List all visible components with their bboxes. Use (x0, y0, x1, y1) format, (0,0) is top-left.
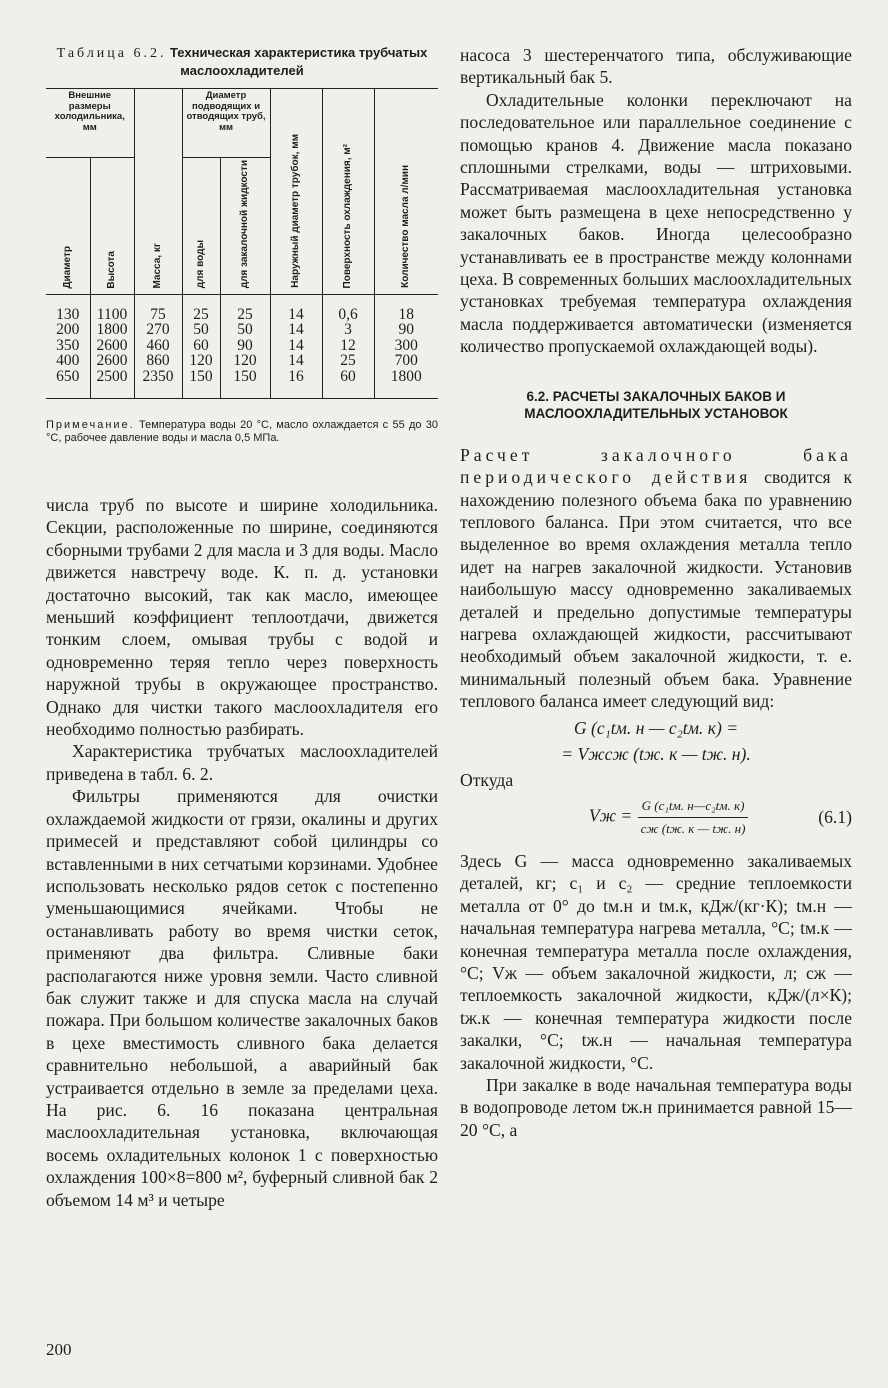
table-cell: 75 (150, 305, 166, 323)
left-paragraph-1: числа труб по высоте и ширине холодильника. Секции, расположенные по ширине, соединяются сборными трубами 2 для масла и 3 для воды. Масло движется навстречу воде. К. п. д. установки достаточно высокий, так как масло, имеющее меньший коэффициент теплоотдачи, движется тонким слоем, омывая трубы с водой и одновременно теряя тепло через поверхность наружной трубы в окружающее пространство. Однако для чистки такого маслоохладителя его необходимо полностью разбирать. (46, 495, 438, 740)
table-cell: 650 (56, 367, 80, 385)
equation-number: (6.1) (818, 807, 852, 828)
table-cell: 120 (189, 352, 213, 370)
table-cell: 270 (146, 321, 170, 339)
header-water: для воды (194, 240, 206, 289)
table-cell: 2350 (142, 367, 174, 385)
right-paragraph-3 (460, 444, 852, 713)
table-cell: 2600 (96, 336, 128, 354)
right-paragraph-1: насоса 3 шестеренчатого типа, обслуживающие вертикальный бак 5. (460, 45, 852, 88)
table-cell: 150 (233, 367, 257, 385)
table-cell: 18 (398, 305, 415, 323)
header-surface: Поверхность охлаждения, м² (341, 143, 353, 289)
note-text: Температура воды 20 °С, масло охлаждается с 55 до 30 °С, рабочее давление воды и масла 0,5 МПа. (46, 419, 438, 444)
table-body (46, 294, 438, 399)
table-block (46, 44, 438, 444)
table-note (46, 419, 438, 444)
table-column-6 (270, 294, 322, 399)
table-cell: 460 (146, 336, 170, 354)
table-cell: 14 (288, 336, 304, 354)
equation-2 (460, 795, 852, 840)
table-cell: 25 (237, 305, 253, 323)
right-paragraph-5: При закалке в воде начальная температура воды в водопроводе летом tж.н принимается равной 15—20 °С, а (460, 1075, 852, 1140)
note-label: Примечание. (46, 419, 135, 432)
page-number: 200 (46, 1340, 72, 1359)
header-oil: Количество масла л/мин (400, 165, 412, 289)
table-cell: 1800 (96, 321, 128, 339)
table-column-2 (90, 294, 134, 399)
table-cell: 2600 (96, 352, 128, 370)
table-cell: 90 (237, 336, 253, 354)
table-caption-title: Техническая характеристика трубчатых маслоохладителей (170, 45, 428, 78)
table-cell: 400 (56, 352, 80, 370)
table-cell: 3 (344, 321, 352, 339)
section-title: 6.2. РАСЧЕТЫ ЗАКАЛОЧНЫХ БАКОВ И МАСЛООХЛАДИТЕЛЬНЫХ УСТАНОВОК (524, 388, 788, 421)
table-column-8 (374, 294, 438, 399)
header-pipe-diameter: Диаметр подводящих и отводящих труб, мм (182, 89, 270, 158)
table-cell: 300 (394, 336, 418, 354)
equation-1-line-2: = Vжcж (tж. к — tж. н). (561, 743, 751, 764)
header-diameter: Диаметр (61, 245, 73, 289)
table-cell: 2500 (96, 367, 128, 385)
table-cell: 25 (340, 352, 356, 370)
table-cell: 120 (233, 352, 257, 370)
table-cell: 90 (398, 321, 415, 339)
header-outer-tube: Наружный диаметр трубок, мм (289, 134, 301, 289)
table-caption (46, 44, 438, 80)
equation-2-fraction (637, 795, 750, 840)
table-cell: 350 (56, 336, 80, 354)
equation-1-line-1: G (c₁tм. н — c₂tм. к) = (573, 717, 739, 738)
table-column-1 (46, 294, 90, 399)
left-paragraph-3: Фильтры применяются для очистки охлаждаемой жидкости от грязи, окалины и других примесей и представляют собой цилиндры со вставленными в них сетчатыми корзинами. Удобнее использовать несколько рядов сеток с постепенно уменьшающимися ячейками. Чтобы не останавливать работу во время чистки сеток, применяют два фильтра. Сливные баки располагаются ниже уровня земли. Часто сливной бак служит также и для спуска масла на случай пожара. При большом количестве закалочных баков в цехе вместимость сливного бака делается сравнительно небольшой, а аварийный бак устраивается отдельно в земле за пределами цеха. На рис. 6. 16 показана центральная маслоохладительная установка, включающая восемь охладительных колонок 1 с поверхностью охлаждения 100×8=800 м², буферный сливной бак 2 объемом 14 м³ и четыре (46, 786, 438, 1210)
table-column-5 (220, 294, 270, 399)
table-cell: 150 (189, 367, 213, 385)
header-mass: Масса, кг (151, 242, 163, 289)
left-paragraph-2: Характеристика трубчатых маслоохладителей приведена в табл. 6. 2. (46, 741, 438, 784)
equation-2-denominator: cж (tж. к — tж. н) (640, 820, 746, 836)
header-quench: для закалочной жидкости (238, 160, 250, 289)
equation-2-lhs: Vж = (588, 805, 633, 826)
right-column-text (460, 44, 852, 1141)
table-cell: 700 (394, 352, 418, 370)
table-cell: 14 (288, 305, 304, 323)
table-cell: 1800 (390, 367, 422, 385)
equation-2-numerator: G (c₁tм. н—c₂tм. к) (638, 795, 749, 818)
table-cell: 12 (340, 336, 356, 354)
left-column-text (46, 494, 438, 1211)
table-cell: 16 (288, 367, 304, 385)
table-cell: 14 (288, 352, 304, 370)
spec-table (46, 88, 438, 399)
table-cell: 860 (146, 352, 170, 370)
table-cell: 60 (340, 367, 356, 385)
table-column-4 (182, 294, 220, 399)
whence-label: Откуда (460, 769, 514, 790)
table-cell: 60 (193, 336, 209, 354)
table-cell: 130 (56, 305, 80, 323)
header-outer-size: Внешние размеры холодильника, мм (46, 89, 134, 158)
table-cell: 200 (56, 321, 80, 339)
right-paragraph-2: Охладительные колонки переключают на последовательное или параллельное соединение с помощью кранов 4. Движение масла показано сплошными стрелками, воды — штриховыми. Рассматриваемая маслоохладительная установка может быть размещена в цехе непосредственно у закалочных баков. Иногда целесообразно устанавливать ее в пространстве между колоннами цеха. В современных больших маслоохладительных установках требуемая температура охлаждения масла поддерживается автоматически (изменяется количество пропускаемой охлаждающей воды). (460, 89, 852, 357)
table-caption-label: Таблица 6.2. (56, 46, 167, 61)
table-cell: 50 (237, 321, 253, 339)
right-paragraph-4: Здесь G — масса одновременно закаливаемых деталей, кг; c₁ и c₂ — средние теплоемкости металла от 0° до tм.н и tм.к, кДж/(кг·К); tм.н — начальная температура нагрева металла, °С; tм.к — конечная температура металла после охлаждения, °С; Vж — объем закалочной жидкости, л; cж — теплоемкость закалочной жидкости, кДж/(л×К); tж.к — конечная температура жидкости после закалки, °С; tж.н — начальная температура закалочной жидкости, °С. (460, 850, 852, 1073)
table-cell: 14 (288, 321, 304, 339)
table-column-7 (322, 294, 374, 399)
table-cell: 1100 (96, 305, 128, 323)
table-cell: 25 (193, 305, 209, 323)
header-height: Высота (105, 250, 117, 289)
table-cell: 50 (193, 321, 209, 339)
right-paragraph-3-text: сводится к нахождению полезного объема бака по уравнению теплового баланса. При этом считается, что все выделенное во время охлаждения металла тепло идет на нагрев закалочной жидкости. Установив наибольшую массу одновременно закаливаемых деталей и предельно допустимые температуры нагрева охлаждающей жидкости, рассчитывают необходимый объем закалочной жидкости, т. е. минимальный полезный объем бака. Уравнение теплового баланса имеет следующий вид: (460, 467, 852, 712)
table-column-3 (134, 294, 182, 399)
table-cell: 0,6 (338, 305, 358, 323)
spaced-term: Расчет закалочного бака периодического действия (460, 444, 852, 488)
